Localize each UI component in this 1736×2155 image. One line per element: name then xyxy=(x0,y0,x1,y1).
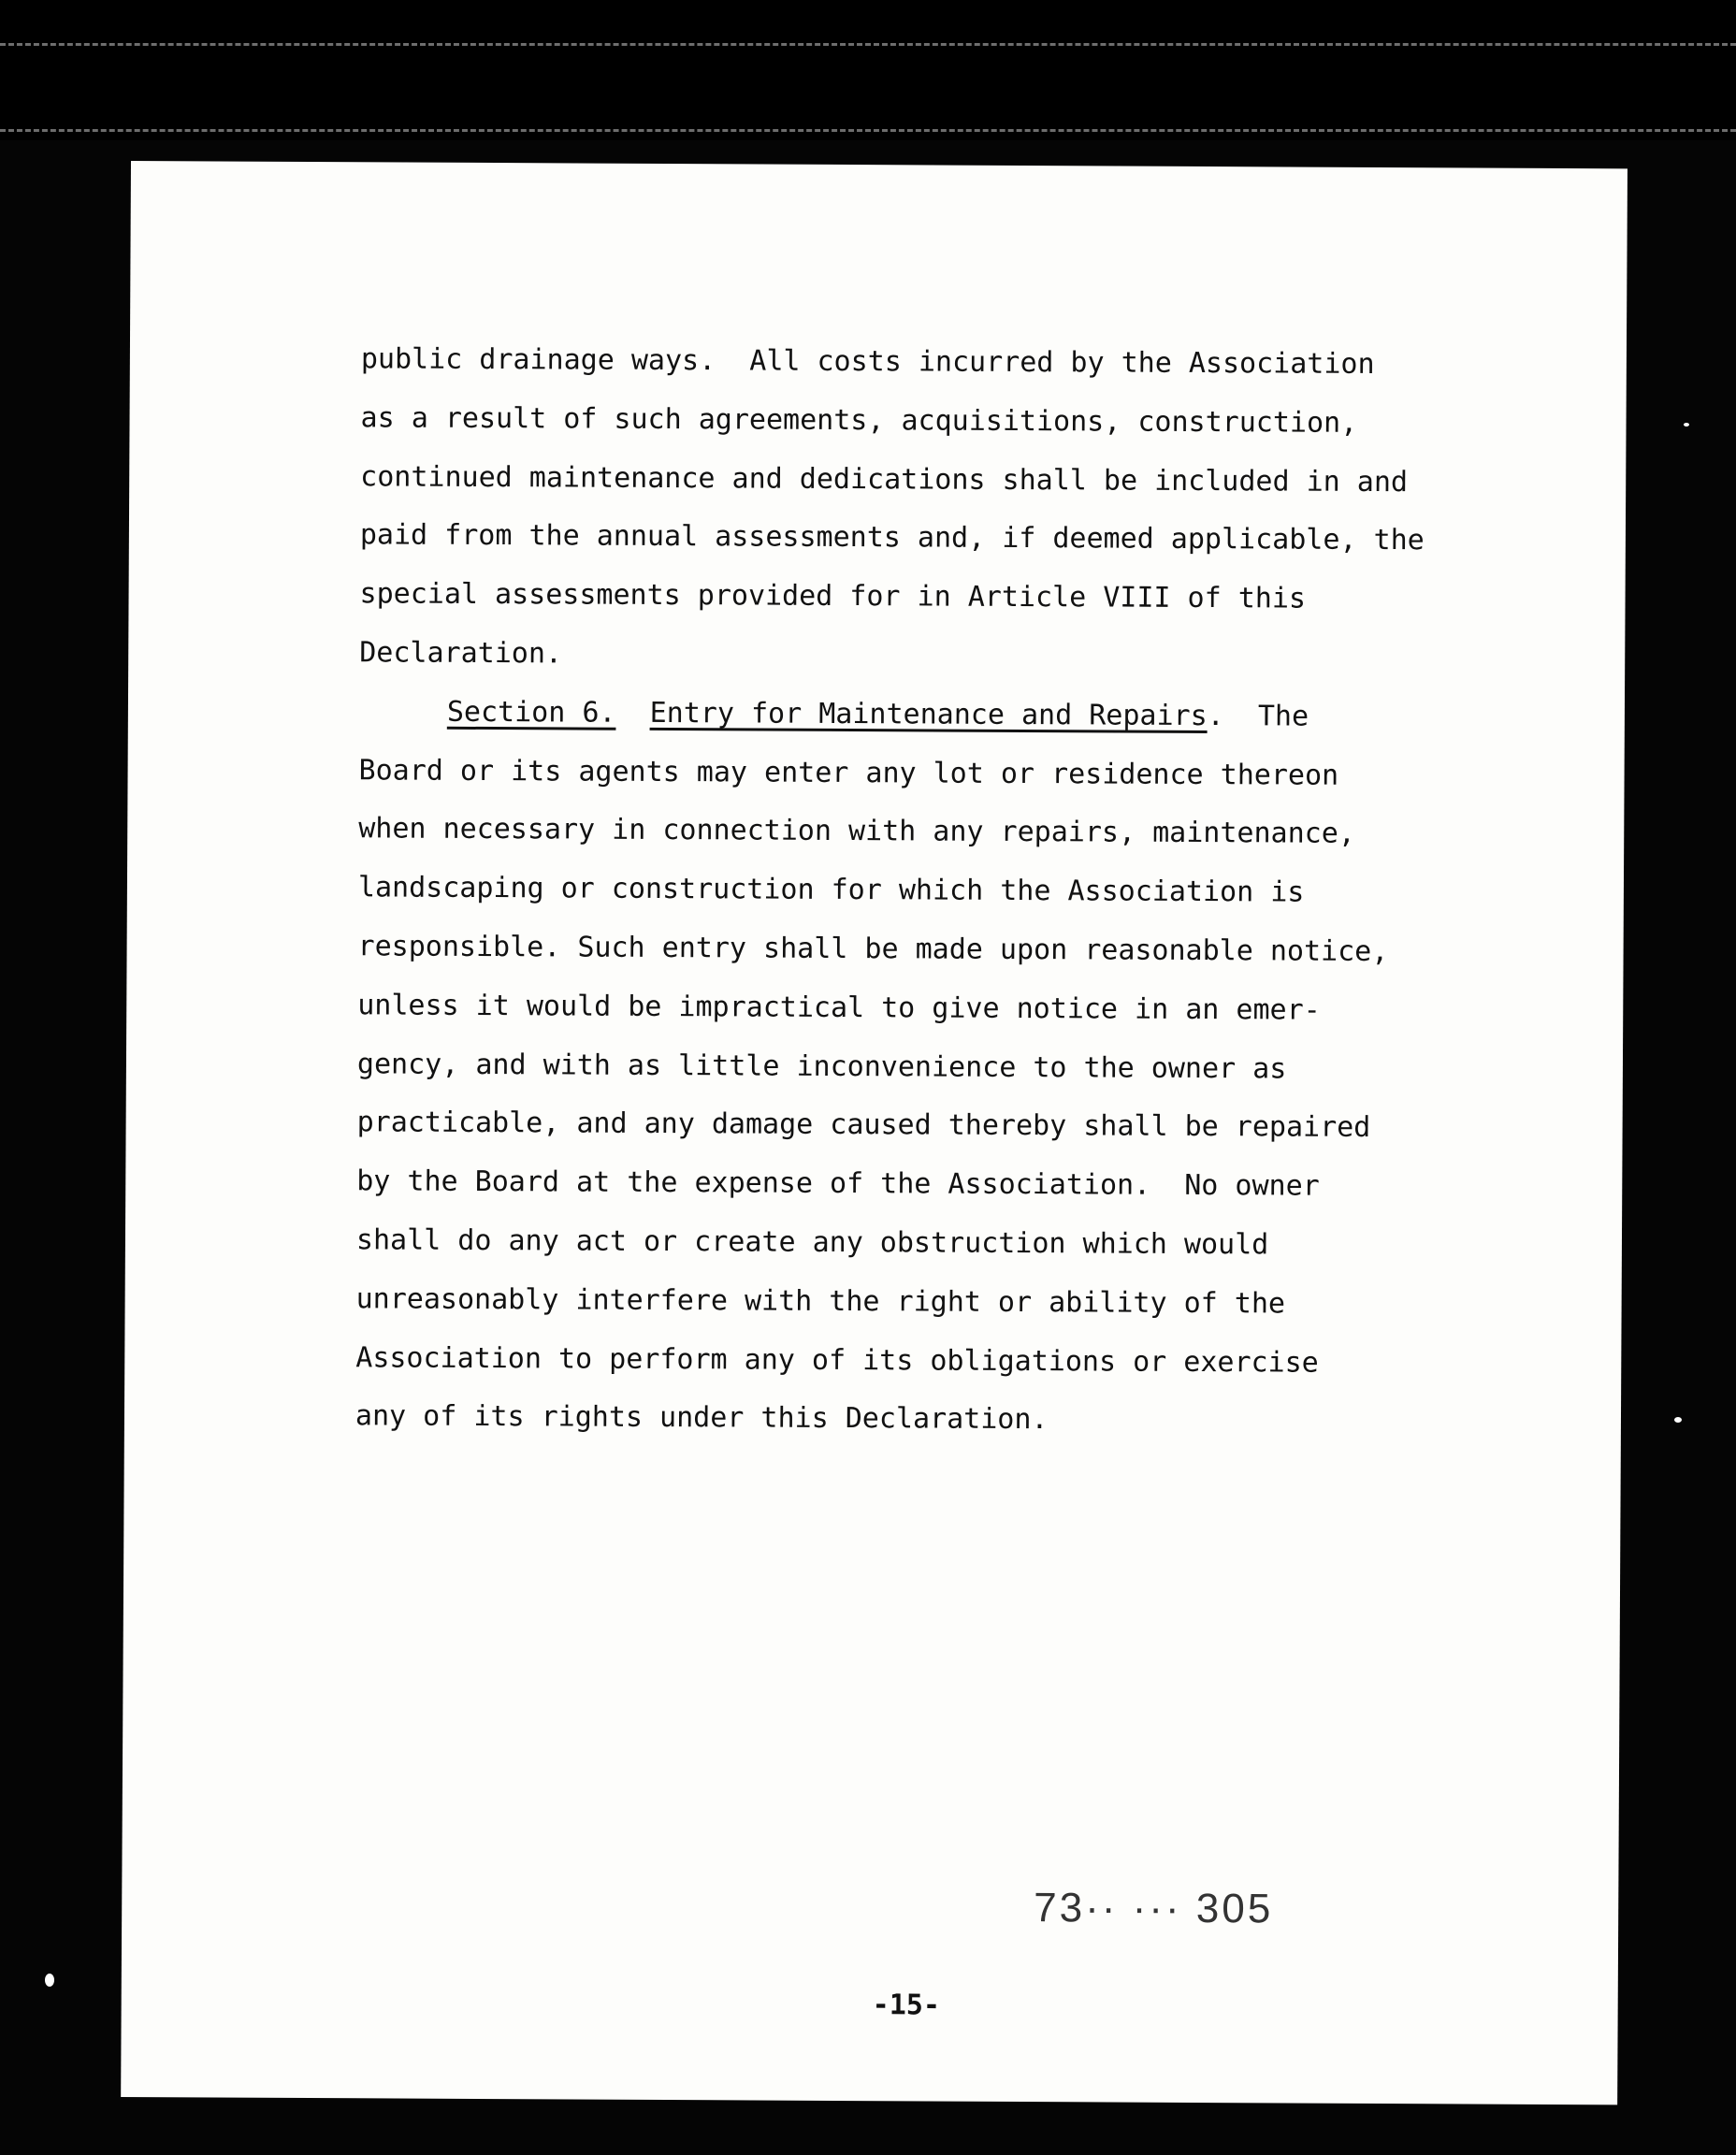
text-line: shall do any act or create any obstruction which would xyxy=(355,1223,1269,1262)
recording-stamp: 73·· ··· 305 xyxy=(1034,1885,1274,1932)
text-line: as a result of such agreements, acquisitions, construction, xyxy=(360,401,1358,440)
text-line: unreasonably interfere with the right or ability of the xyxy=(355,1282,1286,1321)
text-line: Declaration. xyxy=(359,636,563,671)
text-line: continued maintenance and dedications shall be included in and xyxy=(360,459,1409,499)
text-line: unless it would be impractical to give notice in an emer- xyxy=(357,989,1321,1027)
text-line: practicable, and any damage caused thereby shall be repaired xyxy=(356,1106,1371,1145)
scan-speck xyxy=(45,1974,54,1987)
top-black-band xyxy=(0,0,1736,140)
scan-edge-line-lower xyxy=(0,129,1736,132)
text-line: landscaping or construction for which the Association is xyxy=(357,871,1305,909)
scan-edge-line xyxy=(0,43,1736,46)
text-line: special assessments provided for in Article VIII of this xyxy=(359,577,1307,615)
text-line: paid from the annual assessments and, if deemed applicable, the xyxy=(359,518,1425,557)
section-title-punct: . xyxy=(1207,699,1224,732)
text-line: by the Board at the expense of the Association. No owner xyxy=(356,1164,1320,1203)
text-line: responsible. Such entry shall be made upon reasonable notice, xyxy=(357,930,1389,969)
text-line: any of its rights under this Declaration. xyxy=(354,1399,1049,1437)
text-line: Board or its agents may enter any lot or residence thereon xyxy=(358,753,1339,792)
page-number: -15- xyxy=(872,1989,941,2022)
section-first-words: The xyxy=(1257,700,1309,733)
section-heading-line xyxy=(359,683,1519,747)
section-title: Entry for Maintenance and Repairs xyxy=(649,696,1208,732)
document-body xyxy=(355,330,1521,1453)
text-line: Association to perform any of its obligations or exercise xyxy=(355,1340,1319,1380)
text-line: gency, and with as little inconvenience to the owner as xyxy=(356,1047,1287,1086)
scan-speck xyxy=(1674,1417,1682,1423)
text-line: public drainage ways. All costs incurred by the Association xyxy=(360,342,1375,381)
document-page xyxy=(121,161,1628,2104)
scan-speck xyxy=(1684,423,1689,427)
paragraph-section-6 xyxy=(355,683,1519,1453)
text-line: when necessary in connection with any repairs, maintenance, xyxy=(358,812,1355,851)
paragraph-drainage-costs xyxy=(359,330,1521,688)
section-label: Section 6. xyxy=(446,695,616,730)
